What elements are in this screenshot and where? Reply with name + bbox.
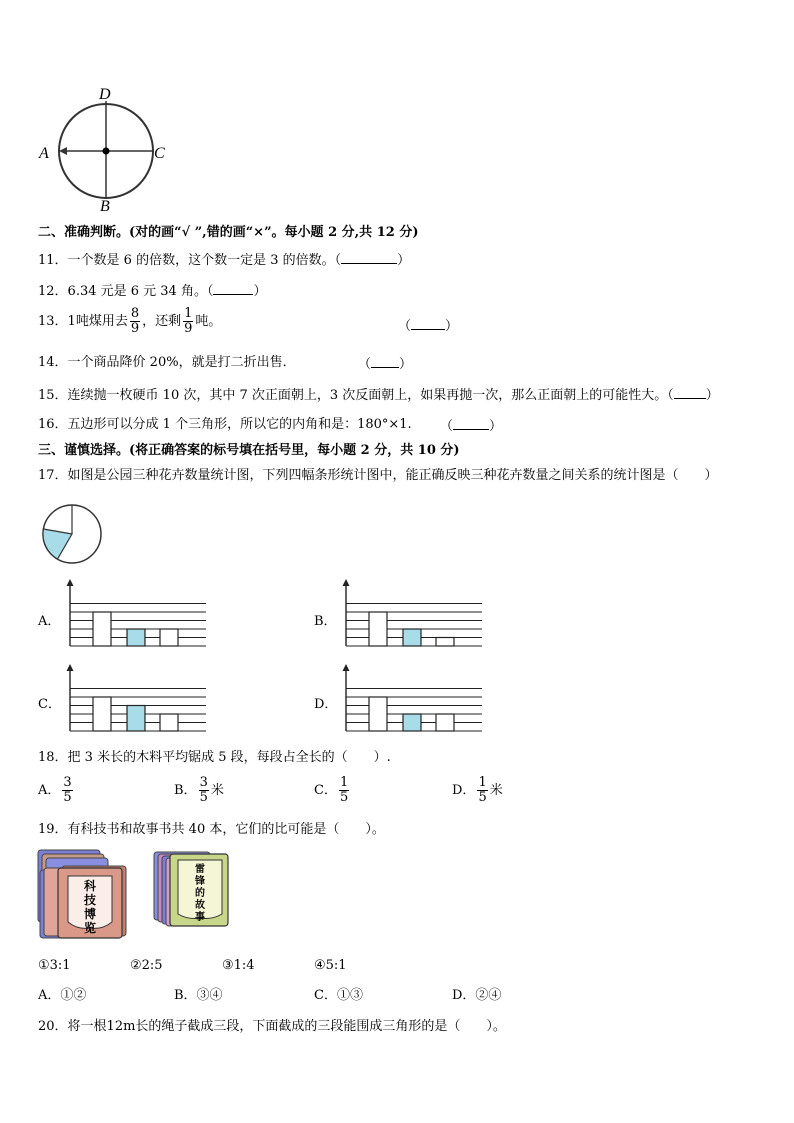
q13-mid: ，还剩 [142, 314, 182, 329]
bar-2 [127, 629, 145, 646]
book2-char-1: 雷 [195, 864, 205, 875]
bar-1 [93, 697, 111, 731]
section3-title: 三、谨慎选择。(将正确答案的标号填在括号里，每小题 2 分，共 10 分) [38, 443, 460, 458]
q17-option-d-chart[interactable] [336, 663, 486, 735]
q19-ratio-2: ②2:5 [130, 958, 163, 973]
bar-3 [436, 638, 454, 647]
q19-ratio-1: ①3:1 [38, 958, 71, 973]
q15-answer-blank[interactable] [674, 386, 706, 399]
q13-fraction-2: $\frac{1}{9}$ [184, 306, 193, 336]
question-15 [38, 386, 719, 404]
q13-post: 吨。 [195, 314, 222, 329]
q18-option-a[interactable]: A． $\frac{3}{5}$ [38, 775, 72, 805]
q18-option-b[interactable]: B． $\frac{3}{5}$ 米 [174, 775, 224, 805]
bar-2 [403, 714, 421, 731]
q14-answer-blank[interactable] [371, 355, 399, 368]
label-a: A [39, 145, 49, 162]
q19-ratio-4: ④5:1 [314, 958, 347, 973]
bar-3 [160, 629, 178, 646]
label-c: C [154, 145, 165, 162]
q13-answer-bracket: （ ） [398, 319, 459, 334]
bar-2 [403, 629, 421, 646]
bar-3 [160, 714, 178, 731]
q13-fraction-1: $\frac{8}{9}$ [130, 306, 140, 336]
question-18: 18．把 3 米长的木料平均锯成 5 段，每段占全长的（ ）. [38, 750, 391, 765]
q17-option-a-chart[interactable] [60, 578, 210, 650]
bar-2 [127, 706, 145, 732]
book2-char-4: 故 [195, 900, 205, 911]
axis-arrow-icon [343, 664, 350, 671]
question-12 [38, 282, 266, 300]
q12-text: 12．6.34 元是 6 元 34 角。（ [38, 284, 214, 299]
center-point [103, 148, 110, 155]
book1-char-3: 博 [83, 907, 97, 921]
question-11 [38, 251, 410, 269]
book2-char-5: 事 [195, 912, 205, 923]
q11-text: 11．一个数是 6 的倍数，这个数一定是 3 的倍数。（ [38, 253, 342, 268]
q16-answer-blank[interactable] [453, 417, 489, 430]
q15-close: ） [705, 388, 719, 403]
book2-char-3: 的 [195, 888, 205, 899]
q16-text: 16．五边形可以分成 1 个三角形，所以它的内角和是：180°×1. [38, 417, 412, 432]
q15-text: 15．连续抛一枚硬币 10 次，其中 7 次正面朝上，3 次反面朝上，如果再抛一次，那么正面朝上的可能性大。（ [38, 388, 674, 403]
story-books-illustration [152, 850, 234, 930]
label-d: D [99, 86, 111, 103]
question-13 [38, 307, 221, 336]
arrow-head-icon [59, 147, 67, 155]
question-20: 20．将一根12m长的绳子截成三段，下面截成的三段能围成三角形的是（ ）。 [38, 1019, 506, 1034]
bar-1 [369, 612, 387, 646]
q12-answer-blank[interactable] [213, 282, 253, 295]
book1-char-4: 览 [83, 921, 97, 935]
q17-option-c-label[interactable]: C． [38, 697, 61, 712]
book2-char-2: 锋 [195, 876, 205, 887]
axis-arrow-icon [67, 579, 74, 586]
bar-3 [436, 714, 454, 731]
q11-close: ） [397, 253, 411, 268]
q19-option-a[interactable]: A．①② [38, 988, 87, 1003]
label-b: B [100, 198, 110, 215]
book1-char-2: 技 [83, 893, 97, 907]
q14-text: 14．一个商品降价 20%，就是打二折出售． [38, 355, 296, 370]
q11-answer-blank[interactable] [341, 251, 397, 264]
q19-option-d[interactable]: D．②④ [452, 988, 502, 1003]
question-19: 19．有科技书和故事书共 40 本，它们的比可能是（ ）。 [38, 822, 385, 837]
axis-arrow-icon [343, 579, 350, 586]
question-16 [38, 417, 412, 433]
q16-answer-bracket: （ ） [440, 419, 503, 434]
axis-arrow-icon [67, 664, 74, 671]
question-14 [38, 355, 296, 371]
science-books-illustration [36, 848, 132, 942]
circle-figure [36, 80, 176, 215]
q17-option-d-label[interactable]: D． [314, 697, 338, 712]
question-17: 17．如图是公园三种花卉数量统计图，下列四幅条形统计图中，能正确反映三种花卉数量之间关系的统计图是（ ） [38, 468, 718, 483]
q19-option-c[interactable]: C．①③ [314, 988, 363, 1003]
q17-option-b-label[interactable]: B． [314, 614, 337, 629]
q19-option-b[interactable]: B．③④ [174, 988, 223, 1003]
q13-pre: 13．1吨煤用去 [38, 314, 128, 329]
q17-pie-chart [40, 502, 104, 566]
q18-option-c[interactable]: C． $\frac{1}{5}$ [314, 775, 349, 805]
bar-1 [93, 612, 111, 646]
q18-option-d[interactable]: D． $\frac{1}{5}$ 米 [452, 775, 503, 805]
q19-ratio-3: ③1:4 [222, 958, 255, 973]
q17-option-c-chart[interactable] [60, 663, 210, 735]
book1-char-1: 科 [83, 879, 97, 893]
section2-title: 二、准确判断。(对的画“√ ”,错的画“×”。每小题 2 分,共 12 分) [38, 225, 419, 240]
q13-answer-blank[interactable] [411, 317, 445, 330]
bar-1 [369, 697, 387, 731]
q17-option-a-label[interactable]: A． [38, 614, 61, 629]
q12-close: ） [253, 284, 267, 299]
q17-option-b-chart[interactable] [336, 578, 486, 650]
q14-answer-bracket: （ ） [358, 357, 413, 372]
